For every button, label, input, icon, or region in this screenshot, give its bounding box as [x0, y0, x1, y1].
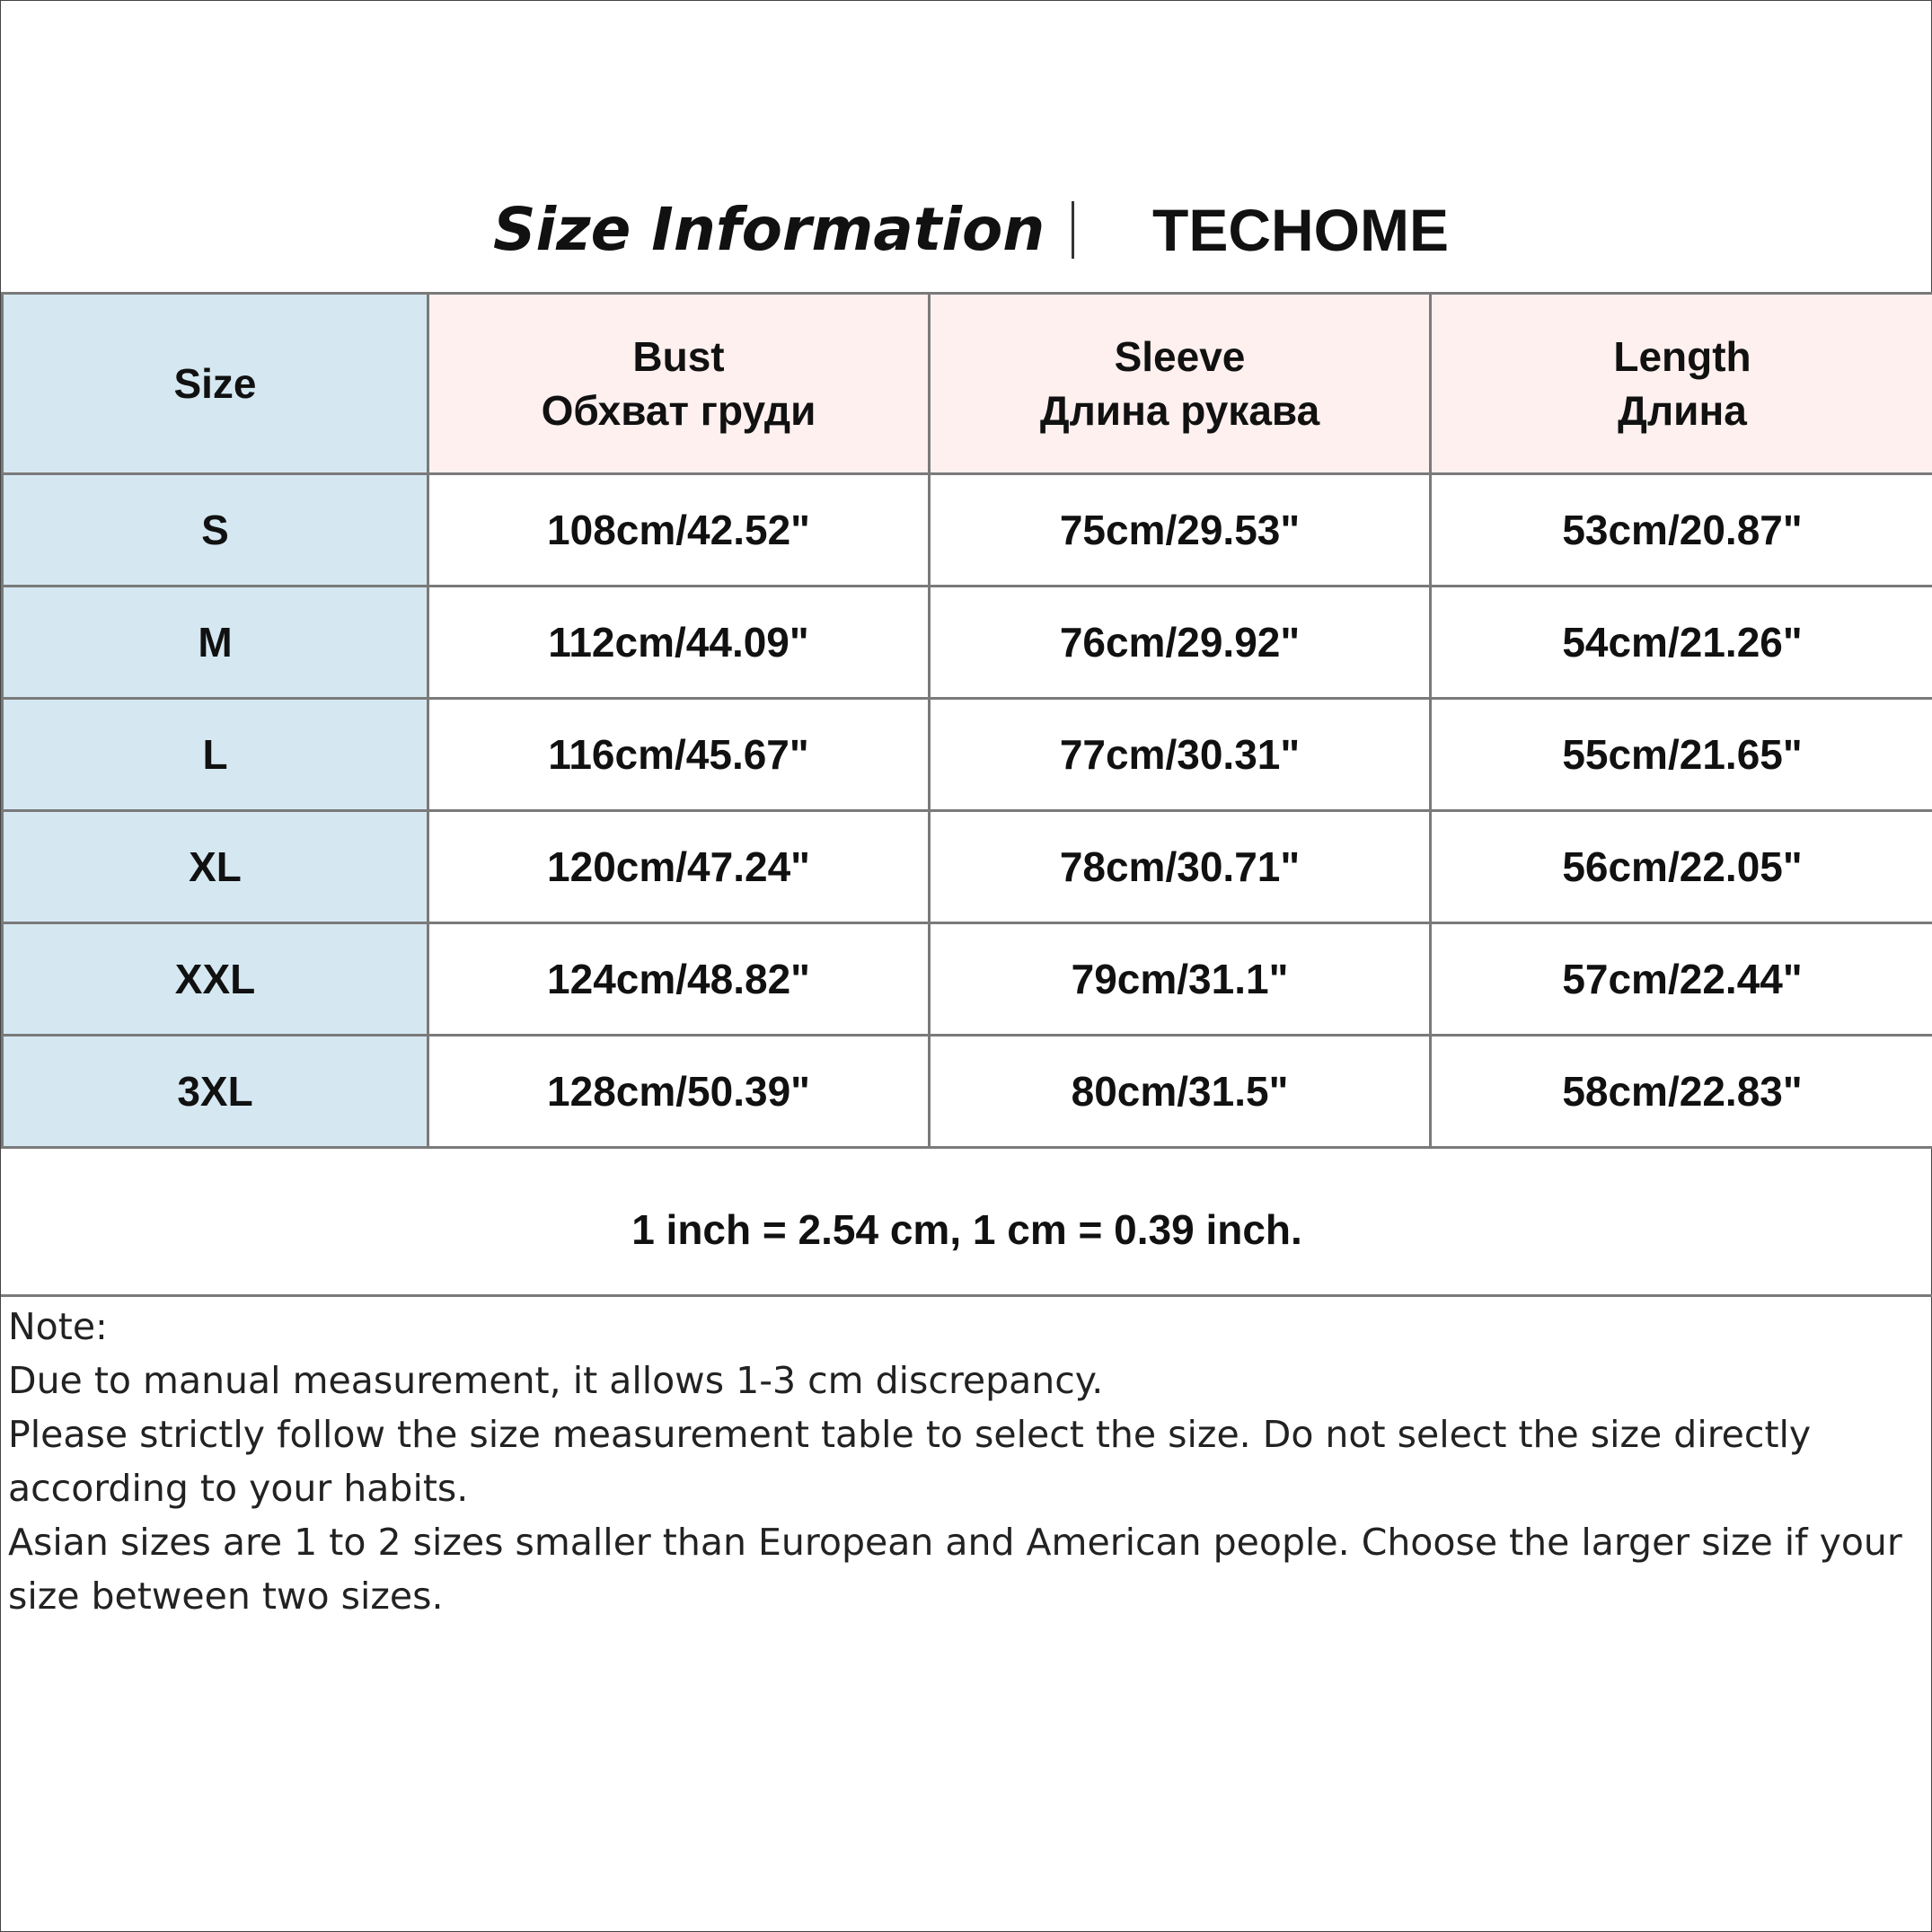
table-row: [3, 699, 1932, 811]
header-sleeve-en: Sleeve: [1114, 333, 1246, 380]
size-cell: XXL: [3, 923, 428, 1036]
header-bust-en: Bust: [632, 333, 725, 380]
header-bust: [428, 294, 930, 474]
header-sleeve-ru: Длина рукава: [1039, 387, 1320, 434]
length-cell: 54cm/21.26": [1431, 587, 1932, 699]
size-cell: L: [3, 699, 428, 811]
title-separator: [1072, 201, 1074, 259]
title-row: [1, 185, 1932, 275]
bust-cell: 120cm/47.24": [428, 811, 930, 923]
length-cell: 55cm/21.65": [1431, 699, 1932, 811]
header-size-label: Size: [173, 360, 257, 407]
note-line: Please strictly follow the size measurement table to select the size. Do not select the size directly according to your habits.: [8, 1413, 1812, 1510]
note-line: Asian sizes are 1 to 2 sizes smaller than European and American people. Choose the larger size if your size between two sizes.: [8, 1521, 1902, 1618]
notes-heading: Note:: [8, 1305, 108, 1348]
size-cell: XL: [3, 811, 428, 923]
table-row: [3, 811, 1932, 923]
sleeve-cell: 79cm/31.1": [930, 923, 1431, 1036]
size-table: [1, 292, 1932, 1149]
sleeve-cell: 78cm/30.71": [930, 811, 1431, 923]
bust-cell: 128cm/50.39": [428, 1036, 930, 1148]
brand-name: TECHOME: [1152, 197, 1449, 263]
bust-cell: 112cm/44.09": [428, 587, 930, 699]
length-cell: 57cm/22.44": [1431, 923, 1932, 1036]
sleeve-cell: 76cm/29.92": [930, 587, 1431, 699]
table-row: [3, 587, 1932, 699]
size-cell: M: [3, 587, 428, 699]
header-size: [3, 294, 428, 474]
table-row: [3, 474, 1932, 587]
header-length-en: Length: [1613, 333, 1751, 380]
bust-cell: 108cm/42.52": [428, 474, 930, 587]
size-information-title: Size Information: [493, 195, 1045, 264]
sleeve-cell: 77cm/30.31": [930, 699, 1431, 811]
size-cell: S: [3, 474, 428, 587]
table-row: [3, 1036, 1932, 1148]
header-sleeve: [930, 294, 1431, 474]
length-cell: 53cm/20.87": [1431, 474, 1932, 587]
header-length-ru: Длина: [1618, 387, 1747, 434]
sleeve-cell: 75cm/29.53": [930, 474, 1431, 587]
unit-conversion-note: 1 inch = 2.54 cm, 1 cm = 0.39 inch.: [1, 1165, 1932, 1297]
bust-cell: 124cm/48.82": [428, 923, 930, 1036]
table-header-row: [3, 294, 1932, 474]
header-length: [1431, 294, 1932, 474]
bust-cell: 116cm/45.67": [428, 699, 930, 811]
notes-section: [8, 1300, 1921, 1623]
length-cell: 58cm/22.83": [1431, 1036, 1932, 1148]
sleeve-cell: 80cm/31.5": [930, 1036, 1431, 1148]
note-line: Due to manual measurement, it allows 1-3 cm discrepancy.: [8, 1359, 1104, 1402]
header-bust-ru: Обхват груди: [541, 387, 816, 434]
size-cell: 3XL: [3, 1036, 428, 1148]
length-cell: 56cm/22.05": [1431, 811, 1932, 923]
table-row: [3, 923, 1932, 1036]
